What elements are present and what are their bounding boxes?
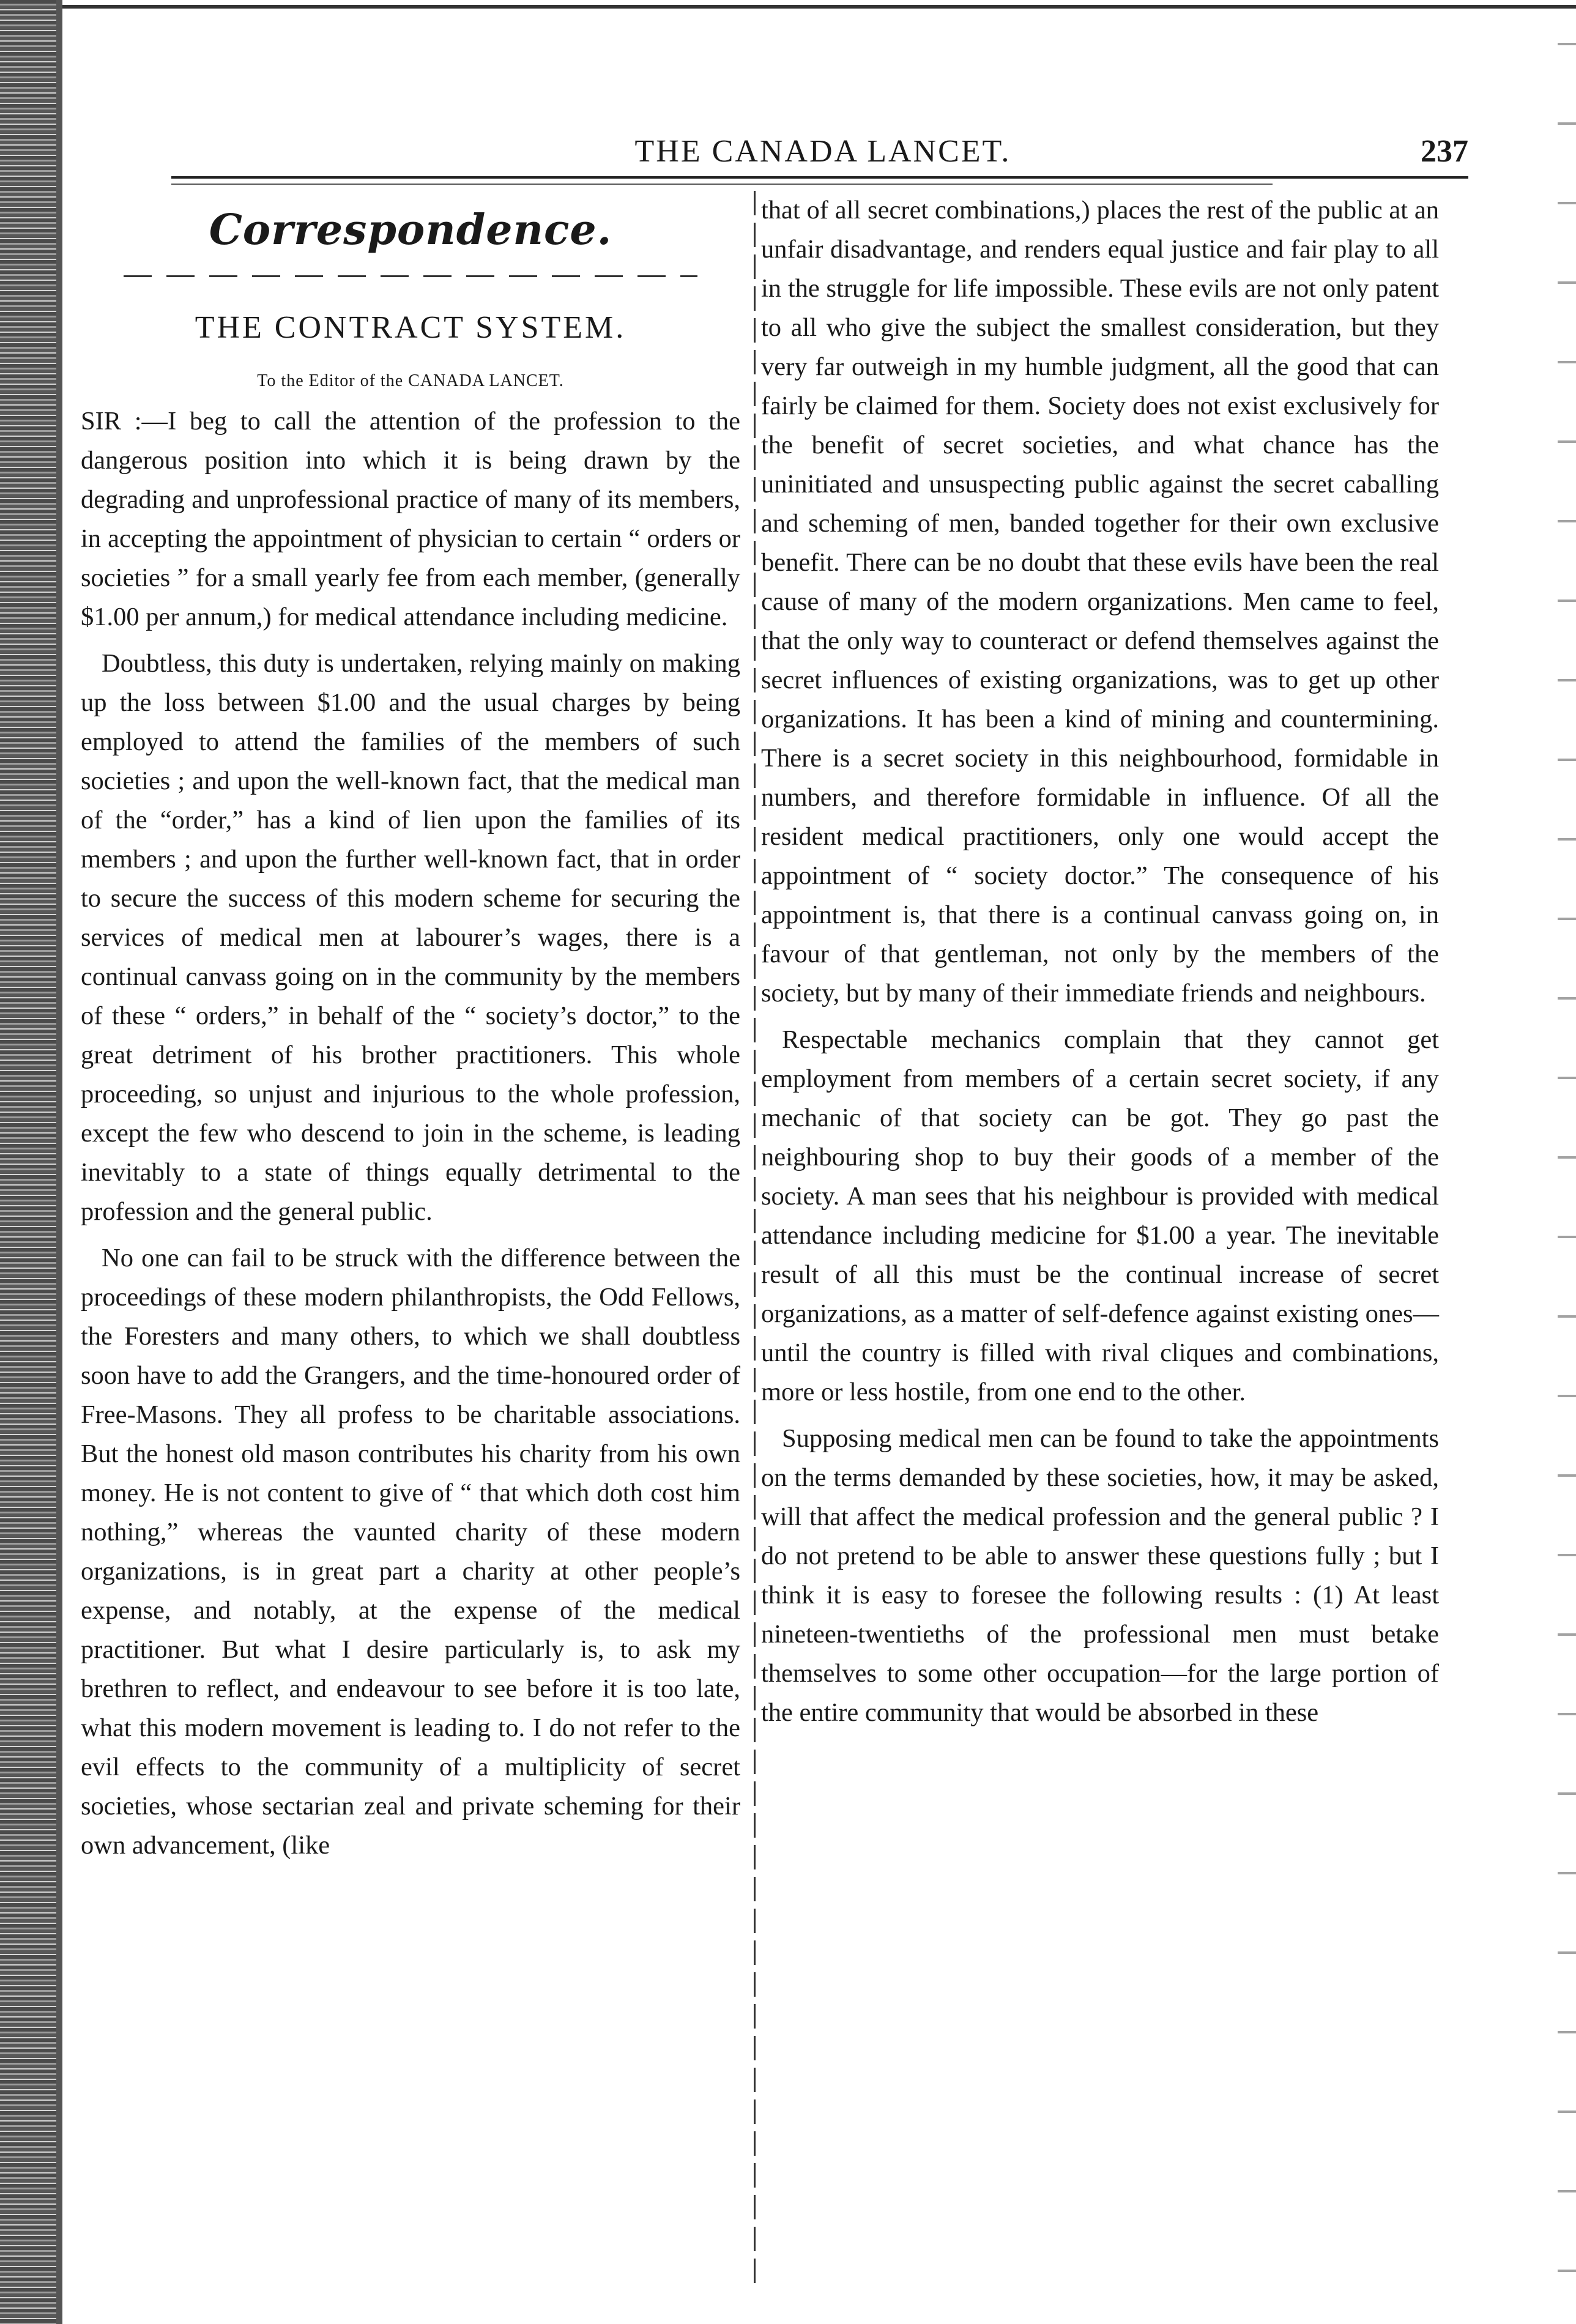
binding-edge-shadow: [56, 0, 62, 2324]
binding-edge: [0, 0, 56, 2324]
paragraph: [81, 402, 740, 637]
right-margin-specks: [1558, 0, 1576, 2324]
page-header: [171, 130, 1468, 174]
header-rule: [171, 176, 1468, 179]
paragraph: No one can fail to be struck with the difference between the proceedings of these modern philanthropists, the Odd Fellows, the Foresters and many others, to which we shall doubtless soon have to add the Grangers, and the time-honoured order of Free-Masons. They all profess to be charitable associations. But the honest old mason contributes his charity from his own money. He is not content to give of “ that which doth cost him nothing,” whereas the vaunted charity of these modern organizations, is in great part a charity at other people’s expense, and notably, at the expense of the medical practitioner. But what I desire particularly is, to ask my brethren to reflect, and endeavour to see before it is too late, what this modern movement is leading to. I do not refer to the evil effects to the community of a multiplicity of secret societies, whose sectarian zeal and private scheming for their own advancement, (like: [81, 1244, 740, 1860]
left-column: [81, 191, 740, 1865]
right-column: [761, 191, 1439, 1732]
paragraph: Supposing medical men can be found to take the appointments on the terms demanded by these societies, how, it may be asked, will that affect the medical profession and the general public ? I do not pretend to be able to answer these questions fully ; but I think it is easy to foresee the following results : (1) At least nineteen-twentieths of the professional men must betake themselves to some other occupation—for the large portion of the entire community that would be absorbed in these: [761, 1424, 1439, 1727]
paragraph: Doubtless, this duty is undertaken, relying mainly on making up the loss between $1.00 and the usual charges by being employed to attend the families of the members of such societies ; and upon the well-known fact, that the medical man of the “order,” has a kind of lien upon the families of its members ; and upon the further well-known fact, that in order to secure the success of this modern scheme for securing the services of medical men at labourer’s wages, there is a continual canvass going on in the community by the members of these “ orders,” in behalf of the “ society’s doctor,” to the great detriment of his brother practitioners. This whole proceeding, so unjust and injurious to the whole profession, except the few who descend to join in the scheme, is leading inevitably to a state of things equally detrimental to the profession and the general public.: [81, 649, 740, 1226]
section-dash-rule: [124, 275, 697, 277]
paragraph: that of all secret combinations,) places the rest of the public at an unfair disadvantage, and renders equal justice and fair play to all in the struggle for life impossible. These evils are not only patent to all who give the subject the smallest consideration, but they very far outweigh in my humble judgment, all the good that can fairly be claimed for them. Society does not exist exclusively for the benefit of secret societies, and what chance has the uninitiated and unsuspecting public against the secret caballing and scheming of men, banded together for their own exclusive benefit. There can be no doubt that these evils have been the real cause of many of the modern organizations. Men came to feel, that the only way to counteract or defend themselves against the secret influences of existing organizations, was to get up other organizations. It has been a kind of mining and countermining. There is a secret society in this neighbourhood, formidable in numbers, and therefore formidable in influence. Of all the resident medical practitioners, only one would accept the appointment of “ society doctor.” The consequence of his appointment is, that there is a continual canvass going on, in favour of that gentleman, not only by the members of the society, but by many of their immediate friends and neighbours.: [761, 196, 1439, 1008]
sir-lead: SIR :—: [81, 407, 168, 436]
column-divider: [754, 191, 756, 2283]
section-heading: Correspondence.: [209, 206, 612, 254]
running-title: THE CANADA LANCET.: [634, 134, 1011, 169]
paragraph-text: I beg to call the attention of the profession to the dangerous position into which it is being drawn by the degrading and unprofessional practice of many of its members, in accepting the appointment of physician to certain “ orders or societies ” for a small yearly fee from each member, (generally $1.00 per annum,) for medical attendance including medicine.: [81, 407, 741, 631]
page-number: 237: [1421, 134, 1468, 169]
paragraph: Respectable mechanics complain that they cannot get employment from members of a certain secret society, if any mechanic of that society can be got. They go past the neighbouring shop to buy their goods of a member of the society. A man sees that his neighbour is provided with medical attendance including medicine for $1.00 a year. The inevitable result of all this must be the continual increase of secret organizations, as a matter of self-defence against existing ones— until the country is filled with rival cliques and combinations, more or less hostile, from one end to the other.: [761, 1025, 1439, 1406]
salutation: To the Editor of the CANADA LANCET.: [257, 371, 564, 390]
header-rule-secondary: [171, 184, 1273, 185]
top-edge-rule: [62, 5, 1576, 9]
article-title: THE CONTRACT SYSTEM.: [195, 310, 626, 345]
